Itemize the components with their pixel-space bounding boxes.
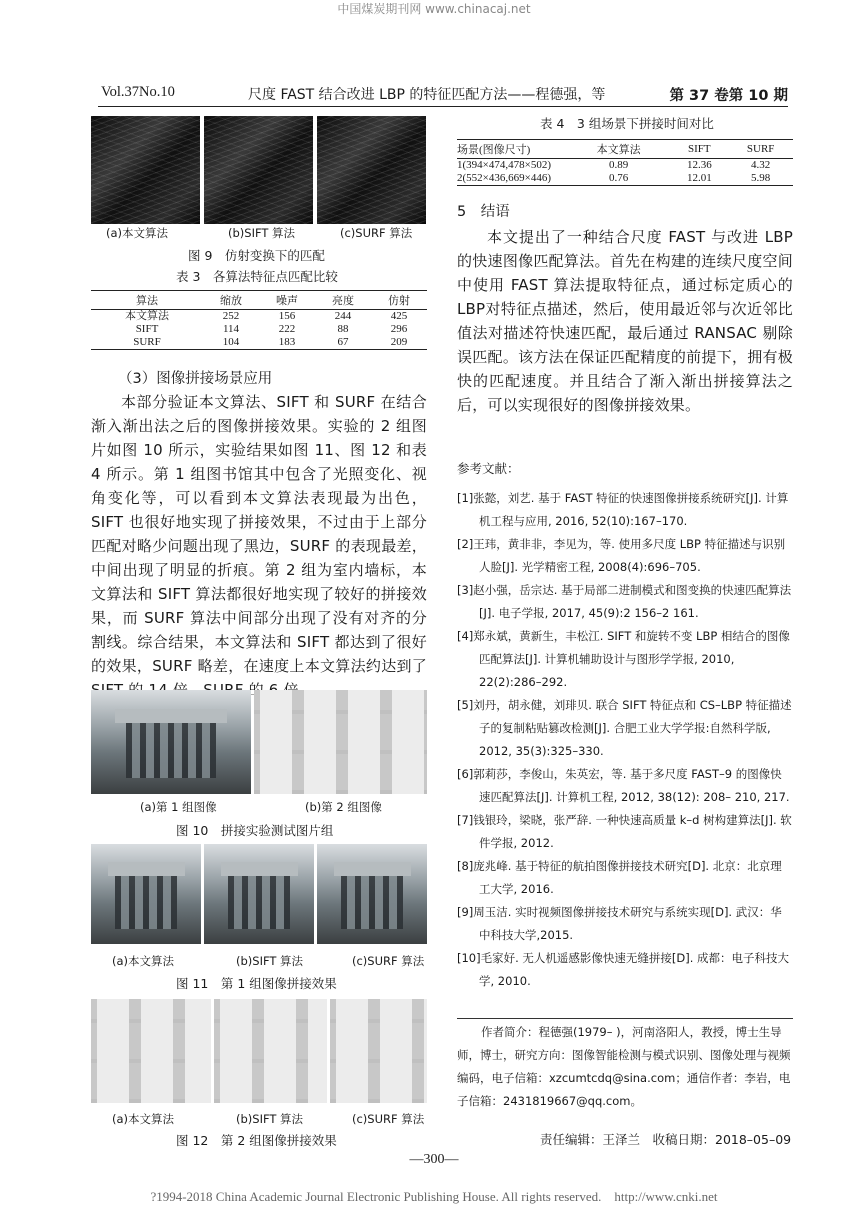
fig9-caption-b: (b)SIFT 算法 bbox=[228, 226, 296, 240]
reference-item: [2]王玮，黄非非，李见为，等. 使用多尺度 LBP 特征描述与识别人脸[J]. 光学精密工程, 2008(4):696–705. bbox=[457, 537, 786, 574]
table-cell: 104 bbox=[203, 336, 259, 350]
table4-header-row bbox=[457, 140, 793, 159]
fig12-caption-c: (c)SURF 算法 bbox=[352, 1112, 425, 1126]
table-row bbox=[91, 310, 427, 324]
fig12-caption-b: (b)SIFT 算法 bbox=[236, 1112, 304, 1126]
table-cell: 244 bbox=[334, 310, 352, 322]
table-cell: 67 bbox=[315, 336, 371, 350]
table4-header: SURF bbox=[728, 140, 793, 159]
table-cell: 5.98 bbox=[728, 172, 793, 186]
table-cell: 114 bbox=[222, 323, 240, 335]
reference-item: [9]周玉洁. 实时视频图像拼接技术研究与系统实现[D]. 武汉：华中科技大学,2015. bbox=[457, 905, 782, 942]
reference-item: [4]郑永斌，黄新生，丰松江. SIFT 和旋转不变 LBP 相结合的图像匹配算法[J]. 计算机辅助设计与图形学学报, 2010, 22(2):286–292. bbox=[457, 629, 790, 689]
table4-header: SIFT bbox=[670, 140, 728, 159]
table-cell: 0.89 bbox=[609, 159, 629, 171]
fig10-caption-b: (b)第 2 组图像 bbox=[305, 800, 382, 814]
fig11-caption-b: (b)SIFT 算法 bbox=[236, 954, 304, 968]
fig12-title: 图 12 第 2 组图像拼接效果 bbox=[176, 1133, 337, 1148]
fig10-image-a bbox=[91, 690, 251, 794]
running-header bbox=[98, 82, 788, 107]
section5-heading: 5 结语 bbox=[457, 204, 510, 220]
table4-header: 本文算法 bbox=[567, 140, 670, 159]
fig10-title: 图 10 拼接实验测试图片组 bbox=[176, 823, 334, 838]
reference-item: [8]庞兆峰. 基于特征的航拍图像拼接技术研究[D]. 北京：北京理工大学, 2016. bbox=[457, 859, 782, 896]
fig11-title: 图 11 第 1 组图像拼接效果 bbox=[176, 976, 337, 991]
table-cell: 156 bbox=[278, 310, 296, 322]
reference-item: [10]毛家好. 无人机遥感影像快速无缝拼接[D]. 成都：电子科技大学, 2010. bbox=[457, 951, 790, 988]
fig12-image-c bbox=[330, 999, 427, 1103]
fig9-caption-a: (a)本文算法 bbox=[106, 226, 169, 240]
table4 bbox=[457, 139, 793, 186]
fig12-image-a bbox=[91, 999, 211, 1103]
page-number: —300— bbox=[409, 1152, 459, 1167]
reference-item: [7]钱银玲，梁晓，张严辞. 一种快速高质量 k–d 树构建算法[J]. 软件学报, 2012. bbox=[457, 813, 792, 850]
table3-header: 算法 bbox=[91, 291, 203, 310]
fig11-image-a bbox=[91, 844, 201, 944]
fig11-caption-a: (a)本文算法 bbox=[112, 954, 175, 968]
header-title: 尺度 FAST 结合改进 LBP 的特征匹配方法——程德强，等 bbox=[248, 87, 606, 103]
table-cell: 2(552×436,669×446) bbox=[457, 172, 567, 186]
references-list bbox=[457, 487, 793, 993]
table-row bbox=[457, 159, 793, 173]
table-cell: 183 bbox=[259, 336, 315, 350]
table-cell: 本文算法 bbox=[125, 310, 169, 322]
fig9-image-b bbox=[204, 116, 313, 224]
fig9-image-c bbox=[317, 116, 426, 224]
table-cell: 88 bbox=[337, 323, 349, 335]
fig11-caption-c: (c)SURF 算法 bbox=[352, 954, 425, 968]
references-heading: 参考文献： bbox=[457, 461, 520, 476]
fig9-title: 图 9 仿射变换下的匹配 bbox=[188, 248, 325, 263]
table3 bbox=[91, 290, 427, 350]
fig12-caption-a: (a)本文算法 bbox=[112, 1112, 175, 1126]
fig9-image-a bbox=[91, 116, 200, 224]
table-cell: 0.76 bbox=[567, 172, 670, 186]
reference-item: [1]张懿，刘艺. 基于 FAST 特征的快速图像拼接系统研究[J]. 计算机工程与应用, 2016, 52(10):167–170. bbox=[457, 491, 789, 528]
table3-header-row bbox=[91, 291, 427, 310]
fig11-image-b bbox=[204, 844, 314, 944]
table-cell: 209 bbox=[371, 336, 427, 350]
table4-title: 表 4 3 组场景下拼接时间对比 bbox=[540, 116, 714, 131]
author-note: 作者简介：程德强(1979– )，河南洛阳人，教授，博士生导师，博士，研究方向：图像智能检测与模式识别、图像处理与视频编码，电子信箱：xzcumtcdq@sina.com；通信作者：李岩，电子信箱：2431819667@qq.com。 bbox=[457, 1018, 793, 1113]
fig11-image-c bbox=[317, 844, 427, 944]
header-volume: Vol.37No.10 bbox=[101, 84, 175, 100]
table4-header: 场景(图像尺寸) bbox=[457, 140, 567, 159]
table-row bbox=[91, 336, 427, 350]
fig9-caption-c: (c)SURF 算法 bbox=[340, 226, 413, 240]
table3-header: 仿射 bbox=[371, 291, 427, 310]
copyright-footer: ?1994-2018 China Academic Journal Electronic Publishing House. All rights reserved. http://www.cnki.net bbox=[150, 1189, 718, 1204]
table-cell: SIFT bbox=[135, 323, 159, 335]
conclusion-paragraph: 本文提出了一种结合尺度 FAST 与改进 LBP 的快速图像匹配算法。首先在构建的连续尺度空间中使用 FAST 算法提取特征点，通过标定质心的 LBP对特征点描述，然后，使用最近邻与次近邻比值法对描述符快速匹配，最后通过 RANSAC 剔除误匹配。该方法在保证匹配精度的前提下，拥有极快的匹配速度。并且结合了渐入渐出拼接算法之后，可以实现很好的图像拼接效果。 bbox=[457, 228, 793, 414]
table-cell: 222 bbox=[278, 323, 296, 335]
reference-item: [5]刘丹，胡永健，刘琲贝. 联合 SIFT 特征点和 CS–LBP 特征描述子的复制粘贴篡改检测[J]. 合肥工业大学学报:自然科学版, 2012, 35(3):325–330. bbox=[457, 698, 792, 758]
table3-header: 噪声 bbox=[259, 291, 315, 310]
reference-item: [6]郭莉莎，李俊山，朱英宏，等. 基于多尺度 FAST–9 的图像快速匹配算法[J]. 计算机工程, 2012, 38(12): 208– 210, 217. bbox=[457, 767, 790, 804]
table3-header: 亮度 bbox=[315, 291, 371, 310]
table-cell: 1(394×474,478×502) bbox=[457, 159, 551, 171]
table-cell: 4.32 bbox=[751, 159, 771, 171]
table-cell: 12.36 bbox=[686, 159, 712, 171]
section3-heading: （3）图像拼接场景应用 bbox=[118, 371, 273, 387]
watermark-url: 中国煤炭期刊网 www.chinacaj.net bbox=[337, 2, 531, 16]
fig10-image-b bbox=[254, 690, 427, 794]
left-body-paragraph: 本部分验证本文算法、SIFT 和 SURF 在结合渐入渐出法之后的图像拼接效果。实验的 2 组图片如图 10 所示，实验结果如图 11、图 12 和表 4 所示。第 1 组图书馆其中包含了光照变化、视角变化等，可以看到本文算法表现最为出色，SIFT 也很好地实现了拼接效果，不过由于上部分匹配对略少问题出现了黑边，SURF 的表现最差，中间出现了明显的折痕。第 2 组为室内墙标，本文算法和 SIFT 算法都很好地实现了较好的拼接效果，而 SURF 算法中间部分出现了没有对齐的分割线。综合结果，本文算法和 SIFT 都达到了很好的效果，SURF 略差，在速度上本文算法约达到了 bbox=[91, 393, 427, 675]
table3-title: 表 3 各算法特征点匹配比较 bbox=[176, 269, 338, 284]
table3-header: 缩放 bbox=[203, 291, 259, 310]
table-row bbox=[91, 323, 427, 336]
table-cell: 252 bbox=[222, 310, 240, 322]
table-cell: 12.01 bbox=[670, 172, 728, 186]
header-issue: 第 37 卷第 10 期 bbox=[669, 88, 788, 104]
reference-item: [3]赵小强，岳宗达. 基于局部二进制模式和图变换的快速匹配算法[J]. 电子学报, 2017, 45(9):2 156–2 161. bbox=[457, 583, 792, 620]
table-cell: SURF bbox=[91, 336, 203, 350]
fig10-caption-a: (a)第 1 组图像 bbox=[140, 800, 217, 814]
table-cell: 296 bbox=[390, 323, 408, 335]
fig12-image-b bbox=[214, 999, 327, 1103]
editor-line: 责任编辑：王泽兰 收稿日期：2018–05–09 bbox=[540, 1132, 792, 1147]
table-cell: 425 bbox=[390, 310, 408, 322]
table-row bbox=[457, 172, 793, 186]
